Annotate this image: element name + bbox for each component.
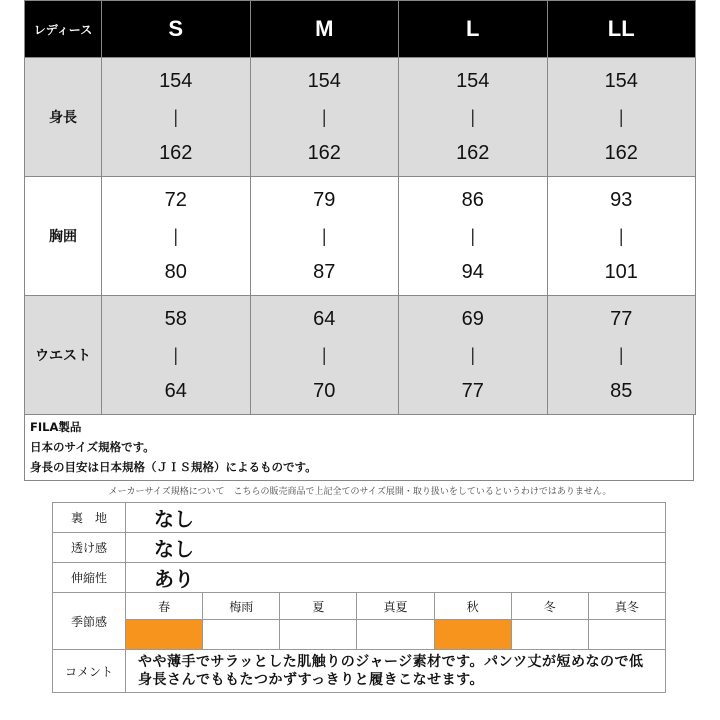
range-min: 93 <box>610 189 633 211</box>
season-mark-winter <box>511 620 588 650</box>
size-header-s: S <box>102 1 251 58</box>
comment-label: コメント <box>53 650 126 693</box>
range-max: 85 <box>610 380 633 402</box>
season-mark-row <box>53 620 666 650</box>
range-max: 162 <box>159 142 193 164</box>
season-winter: 冬 <box>511 593 588 620</box>
height-cell-l <box>399 58 548 177</box>
range-separator: | <box>321 345 327 365</box>
season-mark-midsummer <box>357 620 434 650</box>
range-min: 79 <box>313 189 336 211</box>
note-brand: FILA製品 <box>30 420 82 434</box>
season-spring: 春 <box>126 593 203 620</box>
season-summer: 夏 <box>280 593 357 620</box>
range-separator: | <box>470 107 476 127</box>
range-max: 94 <box>461 261 484 283</box>
bust-cell-s <box>102 177 251 296</box>
size-notes <box>24 415 694 481</box>
sheer-label: 透け感 <box>53 533 126 563</box>
range-min: 86 <box>461 189 484 211</box>
waist-cell-ll <box>547 296 696 415</box>
season-mark-spring <box>126 620 203 650</box>
range-max: 162 <box>456 142 490 164</box>
range-separator: | <box>470 226 476 246</box>
note-jp-standard: 日本のサイズ規格です。 <box>30 440 155 454</box>
range-max: 87 <box>313 261 336 283</box>
sheer-value: なし <box>126 533 666 563</box>
range-min: 154 <box>604 70 638 92</box>
lining-value: なし <box>126 503 666 533</box>
bust-cell-l <box>399 177 548 296</box>
range-max: 77 <box>461 380 484 402</box>
comment-row <box>53 650 666 693</box>
height-cell-ll <box>547 58 696 177</box>
season-rainy: 梅雨 <box>203 593 280 620</box>
season-mark-rainy <box>203 620 280 650</box>
range-min: 154 <box>456 70 490 92</box>
range-min: 58 <box>164 308 187 330</box>
waist-cell-s <box>102 296 251 415</box>
season-mark-midwinter <box>588 620 665 650</box>
range-max: 101 <box>604 261 638 283</box>
range-max: 162 <box>307 142 341 164</box>
range-separator: | <box>618 107 624 127</box>
season-mark-autumn <box>434 620 511 650</box>
waist-label: ウエスト <box>25 296 102 415</box>
bust-cell-ll <box>547 177 696 296</box>
size-header-l: L <box>399 1 548 58</box>
lining-row <box>53 503 666 533</box>
range-separator: | <box>173 107 179 127</box>
size-disclaimer: メーカーサイズ規格について こちらの販売商品で上記全てのサイズ展開・取り扱いをしているというわけではありません。 <box>108 487 612 497</box>
size-chart-table <box>24 0 696 415</box>
bust-label: 胸囲 <box>25 177 102 296</box>
height-cell-m <box>250 58 399 177</box>
range-min: 72 <box>164 189 187 211</box>
season-autumn: 秋 <box>434 593 511 620</box>
size-header-ll: LL <box>547 1 696 58</box>
waist-cell-l <box>399 296 548 415</box>
range-separator: | <box>173 345 179 365</box>
range-separator: | <box>618 226 624 246</box>
bust-cell-m <box>250 177 399 296</box>
range-max: 70 <box>313 380 336 402</box>
lining-label: 裏 地 <box>53 503 126 533</box>
range-separator: | <box>173 226 179 246</box>
range-min: 77 <box>610 308 633 330</box>
range-min: 154 <box>307 70 341 92</box>
size-header-m: M <box>250 1 399 58</box>
range-max: 64 <box>164 380 187 402</box>
comment-text: やや薄手でサラッとした肌触りのジャージ素材です。パンツ丈が短めなので低身長さんでももたつかずすっきりと履きこなせます。 <box>126 650 666 693</box>
bust-row <box>25 177 696 296</box>
season-midsummer: 真夏 <box>357 593 434 620</box>
season-name-row <box>53 593 666 620</box>
range-separator: | <box>321 107 327 127</box>
range-separator: | <box>321 226 327 246</box>
note-jis: 身長の目安は日本規格（ＪＩＳ規格）によるものです。 <box>30 460 317 474</box>
sheer-row <box>53 533 666 563</box>
range-min: 154 <box>159 70 193 92</box>
height-row <box>25 58 696 177</box>
range-min: 69 <box>461 308 484 330</box>
season-midwinter: 真冬 <box>588 593 665 620</box>
range-max: 80 <box>164 261 187 283</box>
range-separator: | <box>618 345 624 365</box>
range-separator: | <box>470 345 476 365</box>
stretch-row <box>53 563 666 593</box>
season-mark-summer <box>280 620 357 650</box>
height-label: 身長 <box>25 58 102 177</box>
range-min: 64 <box>313 308 336 330</box>
fabric-spec-table <box>52 502 666 693</box>
stretch-label: 伸縮性 <box>53 563 126 593</box>
season-label: 季節感 <box>53 593 126 650</box>
waist-cell-m <box>250 296 399 415</box>
stretch-value: あり <box>126 563 666 593</box>
waist-row <box>25 296 696 415</box>
size-header-row <box>25 1 696 58</box>
range-max: 162 <box>604 142 638 164</box>
height-cell-s <box>102 58 251 177</box>
size-category-label: レディース <box>25 1 102 58</box>
